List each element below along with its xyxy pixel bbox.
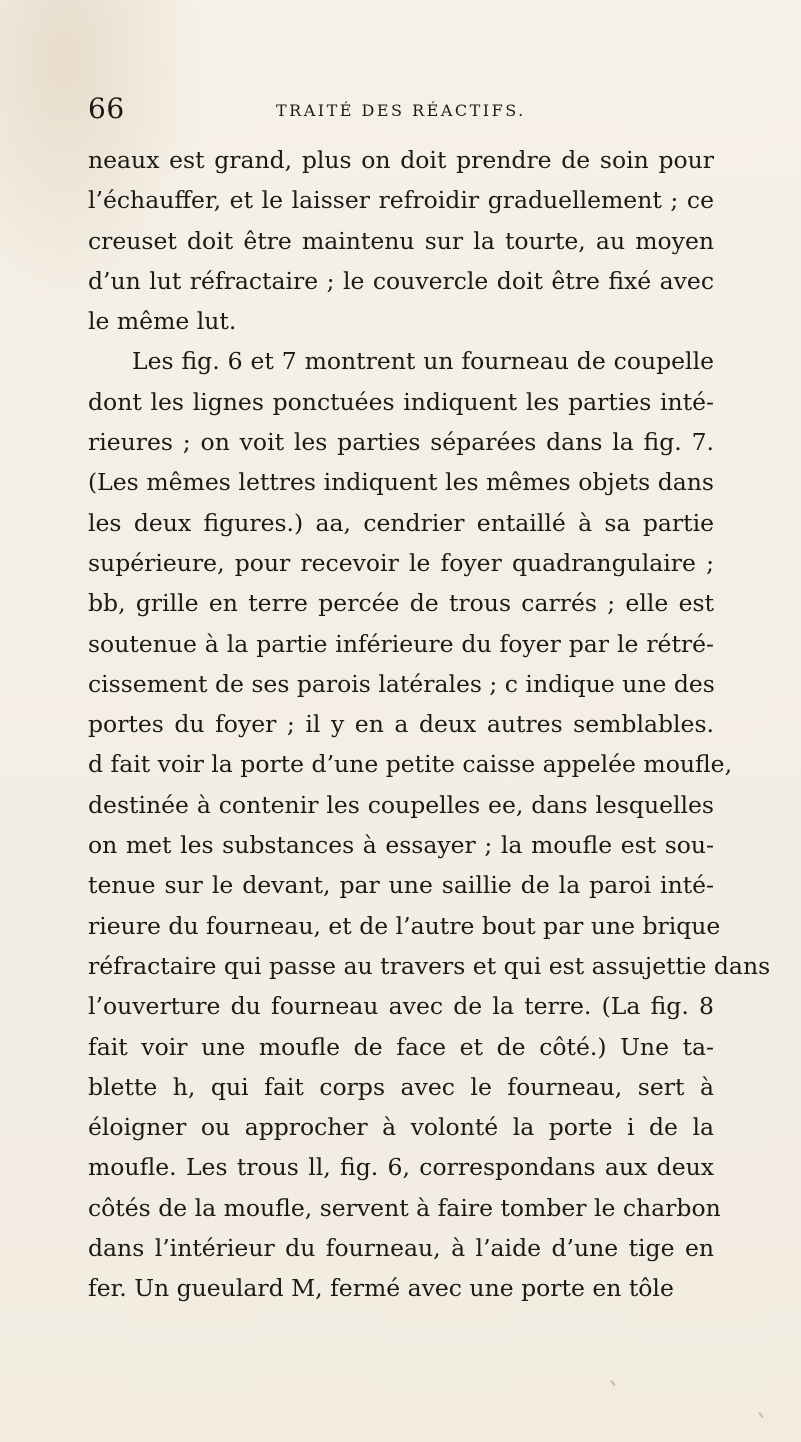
text-line: moufle. Les trous ll, fig. 6, correspondans aux deux xyxy=(88,1153,714,1182)
text-line: tenue sur le devant, par une saillie de la paroi inté- xyxy=(88,871,714,900)
text-line: Les fig. 6 et 7 montrent un fourneau de coupelle xyxy=(132,347,714,376)
running-head: TRAITÉ DES RÉACTIFS. xyxy=(276,101,526,120)
text-line: rieures ; on voit les parties séparées dans la fig. 7. xyxy=(88,428,714,457)
text-line: le même lut. xyxy=(88,307,237,336)
text-line: cissement de ses parois latérales ; c indique une des xyxy=(88,669,715,698)
text-line: les deux figures.) aa, cendrier entaillé à sa partie xyxy=(88,508,714,537)
text-line: réfractaire qui passe au travers et qui est assujettie dans xyxy=(88,951,771,980)
text-line: dans l’intérieur du fourneau, à l’aide d’une tige en xyxy=(88,1234,714,1263)
page-number: 66 xyxy=(88,92,125,125)
text-line: neaux est grand, plus on doit prendre de soin pour xyxy=(88,146,714,174)
text-line: d’un lut réfractaire ; le couvercle doit être fixé avec xyxy=(88,266,714,295)
body-text xyxy=(88,140,771,1309)
text-line: éloigner ou approcher à volonté la porte i de la xyxy=(88,1113,714,1142)
text-line: blette h, qui fait corps avec le fourneau, sert à xyxy=(88,1072,714,1101)
text-line: rieure du fourneau, et de l’autre bout par une brique xyxy=(88,911,721,940)
text-line: (Les mêmes lettres indiquent les mêmes objets dans xyxy=(88,468,714,497)
text-line: bb, grille en terre percée de trous carrés ; elle est xyxy=(88,589,714,618)
text-line: soutenue à la partie inférieure du foyer par le rétré- xyxy=(88,629,714,658)
text-line: supérieure, pour recevoir le foyer quadrangulaire ; xyxy=(88,548,714,577)
text-line: fait voir une moufle de face et de côté.) Une ta- xyxy=(88,1032,714,1061)
text-line: côtés de la moufle, servent à faire tomber le charbon xyxy=(88,1193,721,1222)
text-line: l’échauffer, et le laisser refroidir graduellement ; ce xyxy=(88,186,714,215)
text-line: fer. Un gueulard M, fermé avec une porte en tôle xyxy=(88,1274,674,1303)
text-line: d fait voir la porte d’une petite caisse appelée moufle, xyxy=(88,750,733,779)
text-line: dont les lignes ponctuées indiquent les parties inté- xyxy=(88,387,714,416)
text-line: creuset doit être maintenu sur la tourte, au moyen xyxy=(88,226,714,255)
text-line: portes du foyer ; il y en a deux autres semblables. xyxy=(88,710,714,739)
paper-speck xyxy=(758,1412,763,1418)
text-line: on met les substances à essayer ; la moufle est sou- xyxy=(88,831,714,860)
page-header xyxy=(88,92,708,132)
text-line: l’ouverture du fourneau avec de la terre. (La fig. 8 xyxy=(88,992,714,1021)
paper-speck xyxy=(610,1380,615,1386)
text-line: destinée à contenir les coupelles ee, dans lesquelles xyxy=(88,790,714,819)
